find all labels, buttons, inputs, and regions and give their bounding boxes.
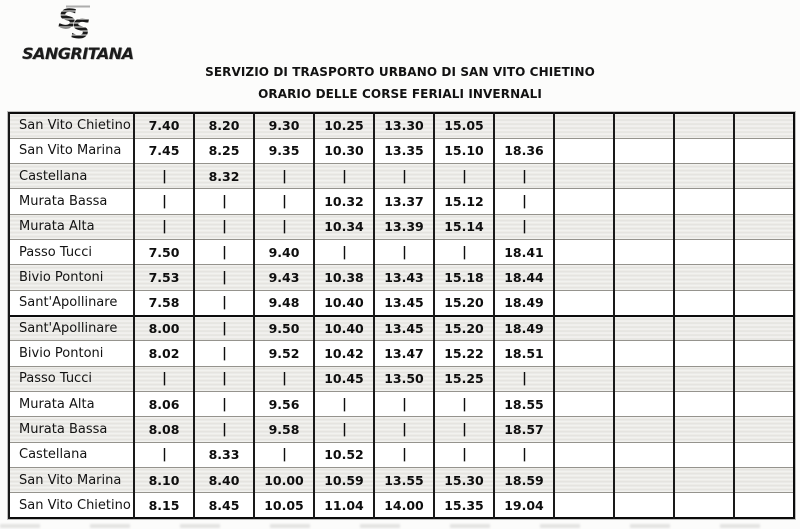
time-cell: 7.40 (134, 113, 194, 138)
empty-cell (614, 164, 674, 189)
pass-through-cell: | (134, 164, 194, 189)
time-cell: 10.00 (254, 467, 314, 492)
time-cell: 9.48 (254, 290, 314, 315)
empty-cell (554, 442, 614, 467)
empty-cell (734, 493, 794, 518)
station-name-cell: Murata Alta (9, 391, 134, 416)
time-cell: 10.40 (314, 290, 374, 315)
empty-cell (554, 341, 614, 366)
pass-through-cell: | (494, 442, 554, 467)
pass-through-cell: | (494, 164, 554, 189)
empty-cell (554, 240, 614, 265)
pass-through-cell: | (434, 391, 494, 416)
time-cell: 8.32 (194, 164, 254, 189)
empty-cell (554, 493, 614, 518)
empty-cell (674, 265, 734, 290)
pass-through-cell: | (314, 240, 374, 265)
time-cell: 15.30 (434, 467, 494, 492)
pass-through-cell: | (374, 164, 434, 189)
empty-cell (614, 341, 674, 366)
timetable-body (9, 113, 794, 518)
empty-cell (614, 366, 674, 391)
time-cell: 18.51 (494, 341, 554, 366)
page-title: SERVIZIO DI TRASPORTO URBANO DI SAN VITO CHIETINO (205, 65, 595, 79)
time-cell: 7.53 (134, 265, 194, 290)
table-row (9, 316, 794, 341)
empty-cell (614, 189, 674, 214)
pass-through-cell: | (194, 341, 254, 366)
pass-through-cell: | (134, 189, 194, 214)
time-cell: 15.10 (434, 138, 494, 163)
pass-through-cell: | (194, 366, 254, 391)
time-cell: 13.45 (374, 316, 434, 341)
pass-through-cell: | (254, 164, 314, 189)
empty-cell (674, 189, 734, 214)
time-cell: 18.57 (494, 417, 554, 442)
time-cell: 10.45 (314, 366, 374, 391)
time-cell: 9.43 (254, 265, 314, 290)
time-cell: 8.10 (134, 467, 194, 492)
time-cell: 10.38 (314, 265, 374, 290)
time-cell: 13.43 (374, 265, 434, 290)
pass-through-cell: | (494, 189, 554, 214)
pass-through-cell: | (434, 442, 494, 467)
time-cell: 8.00 (134, 316, 194, 341)
empty-cell (734, 467, 794, 492)
empty-cell (674, 467, 734, 492)
station-name-cell: Bivio Pontoni (9, 341, 134, 366)
table-row (9, 341, 794, 366)
station-name-cell: Passo Tucci (9, 240, 134, 265)
time-cell: 13.50 (374, 366, 434, 391)
empty-cell (554, 113, 614, 138)
empty-cell (614, 113, 674, 138)
table-row (9, 290, 794, 315)
empty-cell (614, 493, 674, 518)
empty-cell (674, 341, 734, 366)
table-row (9, 113, 794, 138)
empty-cell (674, 391, 734, 416)
empty-cell (554, 214, 614, 239)
empty-cell (734, 138, 794, 163)
pass-through-cell: | (194, 214, 254, 239)
empty-time-cell (494, 113, 554, 138)
time-cell: 8.40 (194, 467, 254, 492)
empty-cell (554, 316, 614, 341)
empty-cell (614, 316, 674, 341)
pass-through-cell: | (194, 391, 254, 416)
empty-cell (614, 290, 674, 315)
time-cell: 10.30 (314, 138, 374, 163)
empty-cell (734, 316, 794, 341)
table-row (9, 138, 794, 163)
table-row (9, 467, 794, 492)
time-cell: 15.35 (434, 493, 494, 518)
empty-cell (734, 391, 794, 416)
empty-cell (614, 214, 674, 239)
pass-through-cell: | (434, 417, 494, 442)
pass-through-cell: | (314, 391, 374, 416)
time-cell: 13.45 (374, 290, 434, 315)
pass-through-cell: | (254, 214, 314, 239)
interlocked-ss-monogram-icon (52, 5, 104, 43)
empty-cell (674, 316, 734, 341)
table-row (9, 214, 794, 239)
time-cell: 7.50 (134, 240, 194, 265)
time-cell: 8.33 (194, 442, 254, 467)
station-name-cell: Castellana (9, 442, 134, 467)
empty-cell (734, 164, 794, 189)
pass-through-cell: | (254, 442, 314, 467)
pass-through-cell: | (134, 442, 194, 467)
pass-through-cell: | (194, 189, 254, 214)
station-name-cell: San Vito Chietino (9, 113, 134, 138)
time-cell: 10.34 (314, 214, 374, 239)
time-cell: 8.06 (134, 391, 194, 416)
table-row (9, 391, 794, 416)
time-cell: 18.41 (494, 240, 554, 265)
empty-cell (554, 366, 614, 391)
pass-through-cell: | (374, 442, 434, 467)
pass-through-cell: | (194, 265, 254, 290)
pass-through-cell: | (374, 417, 434, 442)
pass-through-cell: | (374, 391, 434, 416)
table-row (9, 240, 794, 265)
station-name-cell: Sant'Apollinare (9, 316, 134, 341)
time-cell: 18.55 (494, 391, 554, 416)
station-name-cell: Murata Alta (9, 214, 134, 239)
empty-cell (734, 189, 794, 214)
empty-cell (614, 391, 674, 416)
empty-cell (674, 290, 734, 315)
empty-cell (554, 265, 614, 290)
time-cell: 18.59 (494, 467, 554, 492)
svg-text:S: S (71, 14, 91, 43)
time-cell: 8.02 (134, 341, 194, 366)
time-cell: 15.12 (434, 189, 494, 214)
empty-cell (734, 240, 794, 265)
table-row (9, 265, 794, 290)
pass-through-cell: | (194, 417, 254, 442)
station-name-cell: Murata Bassa (9, 189, 134, 214)
station-name-cell: Bivio Pontoni (9, 265, 134, 290)
time-cell: 15.20 (434, 290, 494, 315)
pass-through-cell: | (134, 214, 194, 239)
empty-cell (674, 366, 734, 391)
empty-cell (674, 442, 734, 467)
pass-through-cell: | (254, 189, 314, 214)
pass-through-cell: | (194, 316, 254, 341)
time-cell: 18.49 (494, 316, 554, 341)
empty-cell (674, 493, 734, 518)
scan-artifact (0, 524, 800, 528)
time-cell: 9.40 (254, 240, 314, 265)
empty-cell (734, 341, 794, 366)
station-name-cell: San Vito Marina (9, 138, 134, 163)
empty-cell (554, 391, 614, 416)
time-cell: 10.52 (314, 442, 374, 467)
time-cell: 8.08 (134, 417, 194, 442)
time-cell: 10.40 (314, 316, 374, 341)
empty-cell (734, 265, 794, 290)
station-name-cell: Murata Bassa (9, 417, 134, 442)
table-row (9, 417, 794, 442)
time-cell: 19.04 (494, 493, 554, 518)
time-cell: 9.56 (254, 391, 314, 416)
time-cell: 15.18 (434, 265, 494, 290)
empty-cell (614, 265, 674, 290)
time-cell: 10.42 (314, 341, 374, 366)
station-name-cell: San Vito Marina (9, 467, 134, 492)
time-cell: 10.25 (314, 113, 374, 138)
pass-through-cell: | (194, 290, 254, 315)
empty-cell (554, 467, 614, 492)
empty-cell (554, 417, 614, 442)
pass-through-cell: | (494, 214, 554, 239)
page-subtitle: ORARIO DELLE CORSE FERIALI INVERNALI (258, 87, 542, 101)
empty-cell (614, 442, 674, 467)
empty-cell (734, 113, 794, 138)
time-cell: 8.20 (194, 113, 254, 138)
time-cell: 15.14 (434, 214, 494, 239)
empty-cell (674, 138, 734, 163)
time-cell: 15.05 (434, 113, 494, 138)
pass-through-cell: | (434, 164, 494, 189)
pass-through-cell: | (374, 240, 434, 265)
time-cell: 15.22 (434, 341, 494, 366)
time-cell: 8.25 (194, 138, 254, 163)
table-row (9, 442, 794, 467)
station-name-cell: Sant'Apollinare (9, 290, 134, 315)
empty-cell (554, 138, 614, 163)
timetable (8, 112, 795, 519)
pass-through-cell: | (194, 240, 254, 265)
table-row (9, 189, 794, 214)
time-cell: 13.47 (374, 341, 434, 366)
time-cell: 18.36 (494, 138, 554, 163)
table-row (9, 164, 794, 189)
time-cell: 7.45 (134, 138, 194, 163)
time-cell: 13.55 (374, 467, 434, 492)
pass-through-cell: | (434, 240, 494, 265)
time-cell: 13.37 (374, 189, 434, 214)
pass-through-cell: | (314, 417, 374, 442)
time-cell: 9.30 (254, 113, 314, 138)
time-cell: 14.00 (374, 493, 434, 518)
empty-cell (554, 164, 614, 189)
time-cell: 10.32 (314, 189, 374, 214)
empty-cell (734, 290, 794, 315)
empty-cell (614, 417, 674, 442)
table-row (9, 493, 794, 518)
time-cell: 7.58 (134, 290, 194, 315)
time-cell: 15.20 (434, 316, 494, 341)
time-cell: 9.35 (254, 138, 314, 163)
station-name-cell: San Vito Chietino (9, 493, 134, 518)
empty-cell (674, 214, 734, 239)
time-cell: 18.44 (494, 265, 554, 290)
station-name-cell: Castellana (9, 164, 134, 189)
svg-text:S: S (58, 5, 78, 35)
time-cell: 13.35 (374, 138, 434, 163)
time-cell: 10.59 (314, 467, 374, 492)
time-cell: 9.52 (254, 341, 314, 366)
empty-cell (734, 214, 794, 239)
empty-cell (614, 138, 674, 163)
time-cell: 15.25 (434, 366, 494, 391)
empty-cell (674, 164, 734, 189)
empty-cell (734, 417, 794, 442)
sangritana-logo (22, 5, 152, 63)
empty-cell (734, 366, 794, 391)
empty-cell (674, 417, 734, 442)
time-cell: 13.30 (374, 113, 434, 138)
time-cell: 9.58 (254, 417, 314, 442)
time-cell: 10.05 (254, 493, 314, 518)
station-name-cell: Passo Tucci (9, 366, 134, 391)
table-row (9, 366, 794, 391)
empty-cell (674, 240, 734, 265)
time-cell: 13.39 (374, 214, 434, 239)
pass-through-cell: | (134, 366, 194, 391)
time-cell: 18.49 (494, 290, 554, 315)
empty-cell (674, 113, 734, 138)
time-cell: 8.45 (194, 493, 254, 518)
pass-through-cell: | (494, 366, 554, 391)
empty-cell (554, 189, 614, 214)
pass-through-cell: | (254, 366, 314, 391)
empty-cell (734, 442, 794, 467)
time-cell: 8.15 (134, 493, 194, 518)
empty-cell (614, 240, 674, 265)
empty-cell (554, 290, 614, 315)
empty-cell (614, 467, 674, 492)
pass-through-cell: | (314, 164, 374, 189)
logo-wordmark: SANGRITANA (22, 44, 134, 63)
time-cell: 11.04 (314, 493, 374, 518)
time-cell: 9.50 (254, 316, 314, 341)
